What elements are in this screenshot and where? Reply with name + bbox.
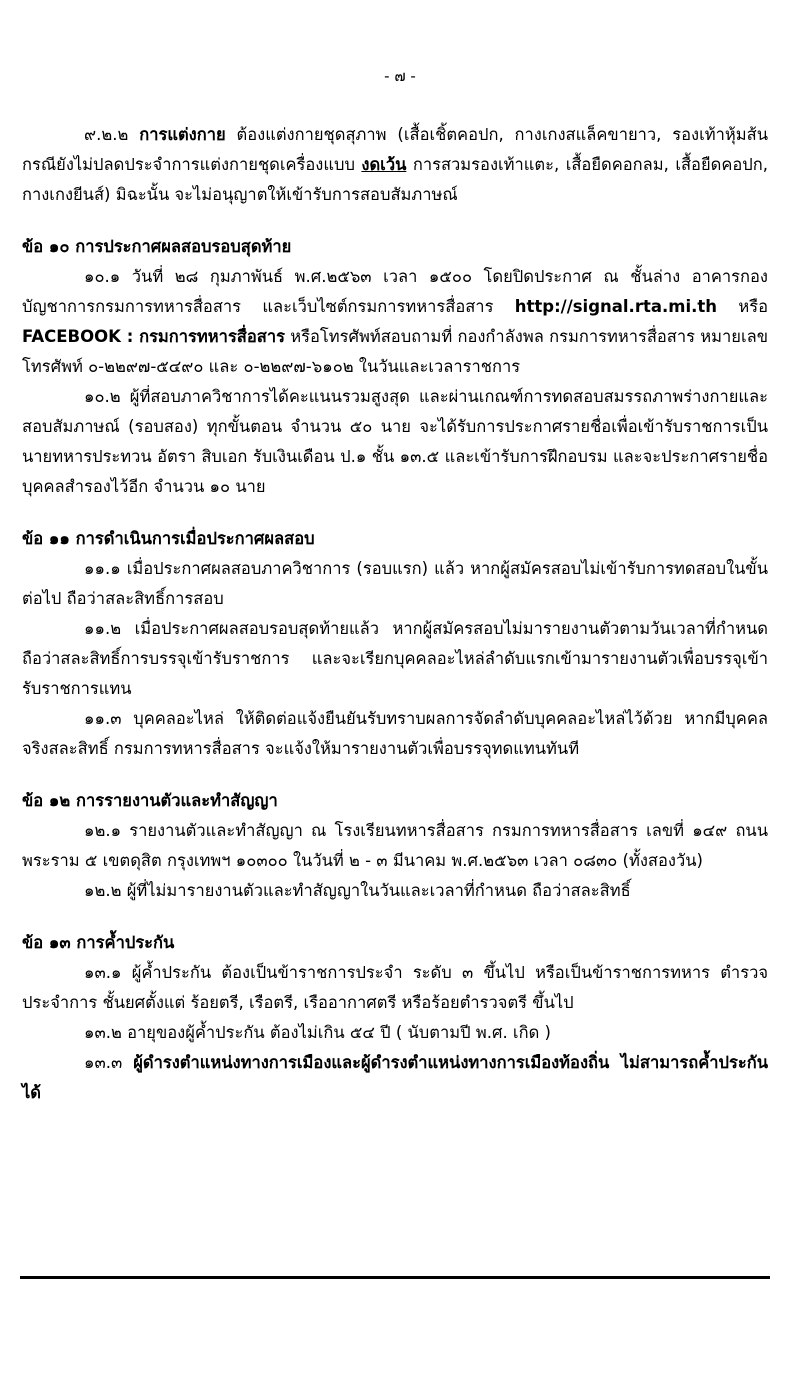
document-body [22, 120, 768, 1108]
section-11-heading: ข้อ ๑๑ การดำเนินการเมื่อประกาศผลสอบ [22, 529, 315, 548]
signal-website-link[interactable]: http://signal.rta.mi.th [514, 297, 718, 316]
section-10-2-paragraph: ๑๐.๒ ผู้ที่สอบภาควิชาการได้คะแนนรวมสูงสุด และผ่านเกณฑ์การทดสอบสมรรถภาพร่างกายและสอบสัมภาษณ์ (รอบสอง) ทุกขั้นตอน จำนวน ๕๐ นาย จะได้รับการประกาศรายชื่อเพื่อเข้ารับราชการเป็นนายทหารประทวน อัตรา สิบเอก รับเงินเดือน ป.๑ ชั้น ๑๓.๕ และเข้ารับการฝึกอบรม และจะประกาศรายชื่อบุคคลสำรองไว้อีก จำนวน ๑๐ นาย [22, 387, 768, 496]
section-10-1-text-3: หรือโทรศัพท์สอบถามที่ กองกำลังพล กรมการทหารสื่อสาร หมายเลขโทรศัพท์ ๐-๒๒๙๗-๕๔๙๐ และ ๐-๒๒๙๗-๖๑๐๒ ในวันและเวลาราชการ [22, 327, 768, 376]
section-12-1-paragraph: ๑๒.๑ รายงานตัวและทำสัญญา ณ โรงเรียนทหารสื่อสาร กรมการทหารสื่อสาร เลขที่ ๑๔๙ ถนนพระราม ๕ เขตดุสิต กรุงเทพฯ ๑๐๓๐๐ ในวันที่ ๒ - ๓ มีนาคม พ.ศ.๒๕๖๓ เวลา ๐๘๓๐ (ทั้งสองวัน) [22, 821, 768, 870]
dress-code-except: งดเว้น [361, 155, 407, 174]
section-11-2-paragraph: ๑๑.๒ เมื่อประกาศผลสอบรอบสุดท้ายแล้ว หากผู้สมัครสอบไม่มารายงานตัวตามวันเวลาที่กำหนด ถือว่าสละสิทธิ์การบรรจุเข้ารับราชการ และจะเรียกบุคคลอะไหล่ลำดับแรกเข้ามารายงานตัวเพื่อบรรจุเข้ารับราชการแทน [22, 619, 768, 698]
section-10-heading: ข้อ ๑๐ การประกาศผลสอบรอบสุดท้าย [22, 237, 292, 256]
section-13-3-paragraph [22, 1048, 768, 1108]
section-13-heading: ข้อ ๑๓ การค้ำประกัน [22, 933, 175, 952]
section-13-2-paragraph: ๑๓.๒ อายุของผู้ค้ำประกัน ต้องไม่เกิน ๕๔ ปี ( นับตามปี พ.ศ. เกิด ) [84, 1023, 551, 1042]
section-10-1-text-1: ๑๐.๑ วันที่ ๒๘ กุมภาพันธ์ พ.ศ.๒๕๖๓ เวลา ๑๕๐๐ โดยปิดประกาศ ณ ชั้นล่าง อาคารกองบัญชาการกรมการทหารสื่อสาร และเว็บไซต์กรมการทหารสื่อสาร [22, 267, 768, 316]
footer-divider [20, 1276, 770, 1279]
section-11-3-paragraph: ๑๑.๓ บุคคลอะไหล่ ให้ติดต่อแจ้งยืนยันรับทราบผลการจัดลำดับบุคคลอะไหล่ไว้ด้วย หากมีบุคคลจริงสละสิทธิ์ กรมการทหารสื่อสาร จะแจ้งให้มารายงานตัวเพื่อบรรจุทดแทนทันที [22, 709, 768, 758]
dress-code-paragraph [22, 120, 768, 210]
dress-code-label: การแต่งกาย [139, 125, 226, 144]
section-12-2-paragraph: ๑๒.๒ ผู้ที่ไม่มารายงานตัวและทำสัญญาในวันและเวลาที่กำหนด ถือว่าสละสิทธิ์ [84, 881, 631, 900]
section-13-1-paragraph: ๑๓.๑ ผู้ค้ำประกัน ต้องเป็นข้าราชการประจำ ระดับ ๓ ขึ้นไป หรือเป็นข้าราชการทหาร ตำรวจประจำการ ชั้นยศตั้งแต่ ร้อยตรี, เรือตรี, เรืออากาศตรี หรือร้อยตำรวจตรี ขึ้นไป [22, 963, 768, 1012]
dress-code-number: ๙.๒.๒ [84, 125, 129, 144]
section-10-1-paragraph [22, 262, 768, 382]
dress-code-text-1: ต้องแต่งกายชุดสุภาพ (เสื้อเชิ้ตคอปก, กางเกงสแล็คขายาว, รองเท้าหุ้มส้น กรณียังไม่ปลดประจำการแต่งกายชุดเครื่องแบบ [22, 125, 768, 174]
section-10-1-text-2: หรือ [717, 297, 768, 316]
section-13-3-text: ผู้ดำรงตำแหน่งทางการเมืองและผู้ดำรงตำแหน่งทางการเมืองท้องถิ่น ไม่สามารถค้ำประกันได้ [22, 1053, 768, 1102]
dress-code-text-2: การสวมรองเท้าแตะ, เสื้อยืดคอกลม, เสื้อยืดคอปก, กางเกงยีนส์) มิฉะนั้น จะไม่อนุญาตให้เข้ารับการสอบสัมภาษณ์ [22, 155, 768, 204]
page-number: - ๗ - [384, 67, 416, 85]
section-12-heading: ข้อ ๑๒ การรายงานตัวและทำสัญญา [22, 791, 278, 810]
facebook-page-name: FACEBOOK : กรมการทหารสื่อสาร [22, 327, 285, 346]
section-13-3-number: ๑๓.๓ [84, 1053, 134, 1072]
section-11-1-paragraph: ๑๑.๑ เมื่อประกาศผลสอบภาควิชาการ (รอบแรก) แล้ว หากผู้สมัครสอบไม่เข้ารับการทดสอบในขั้นต่อไป ถือว่าสละสิทธิ์การสอบ [22, 559, 768, 608]
